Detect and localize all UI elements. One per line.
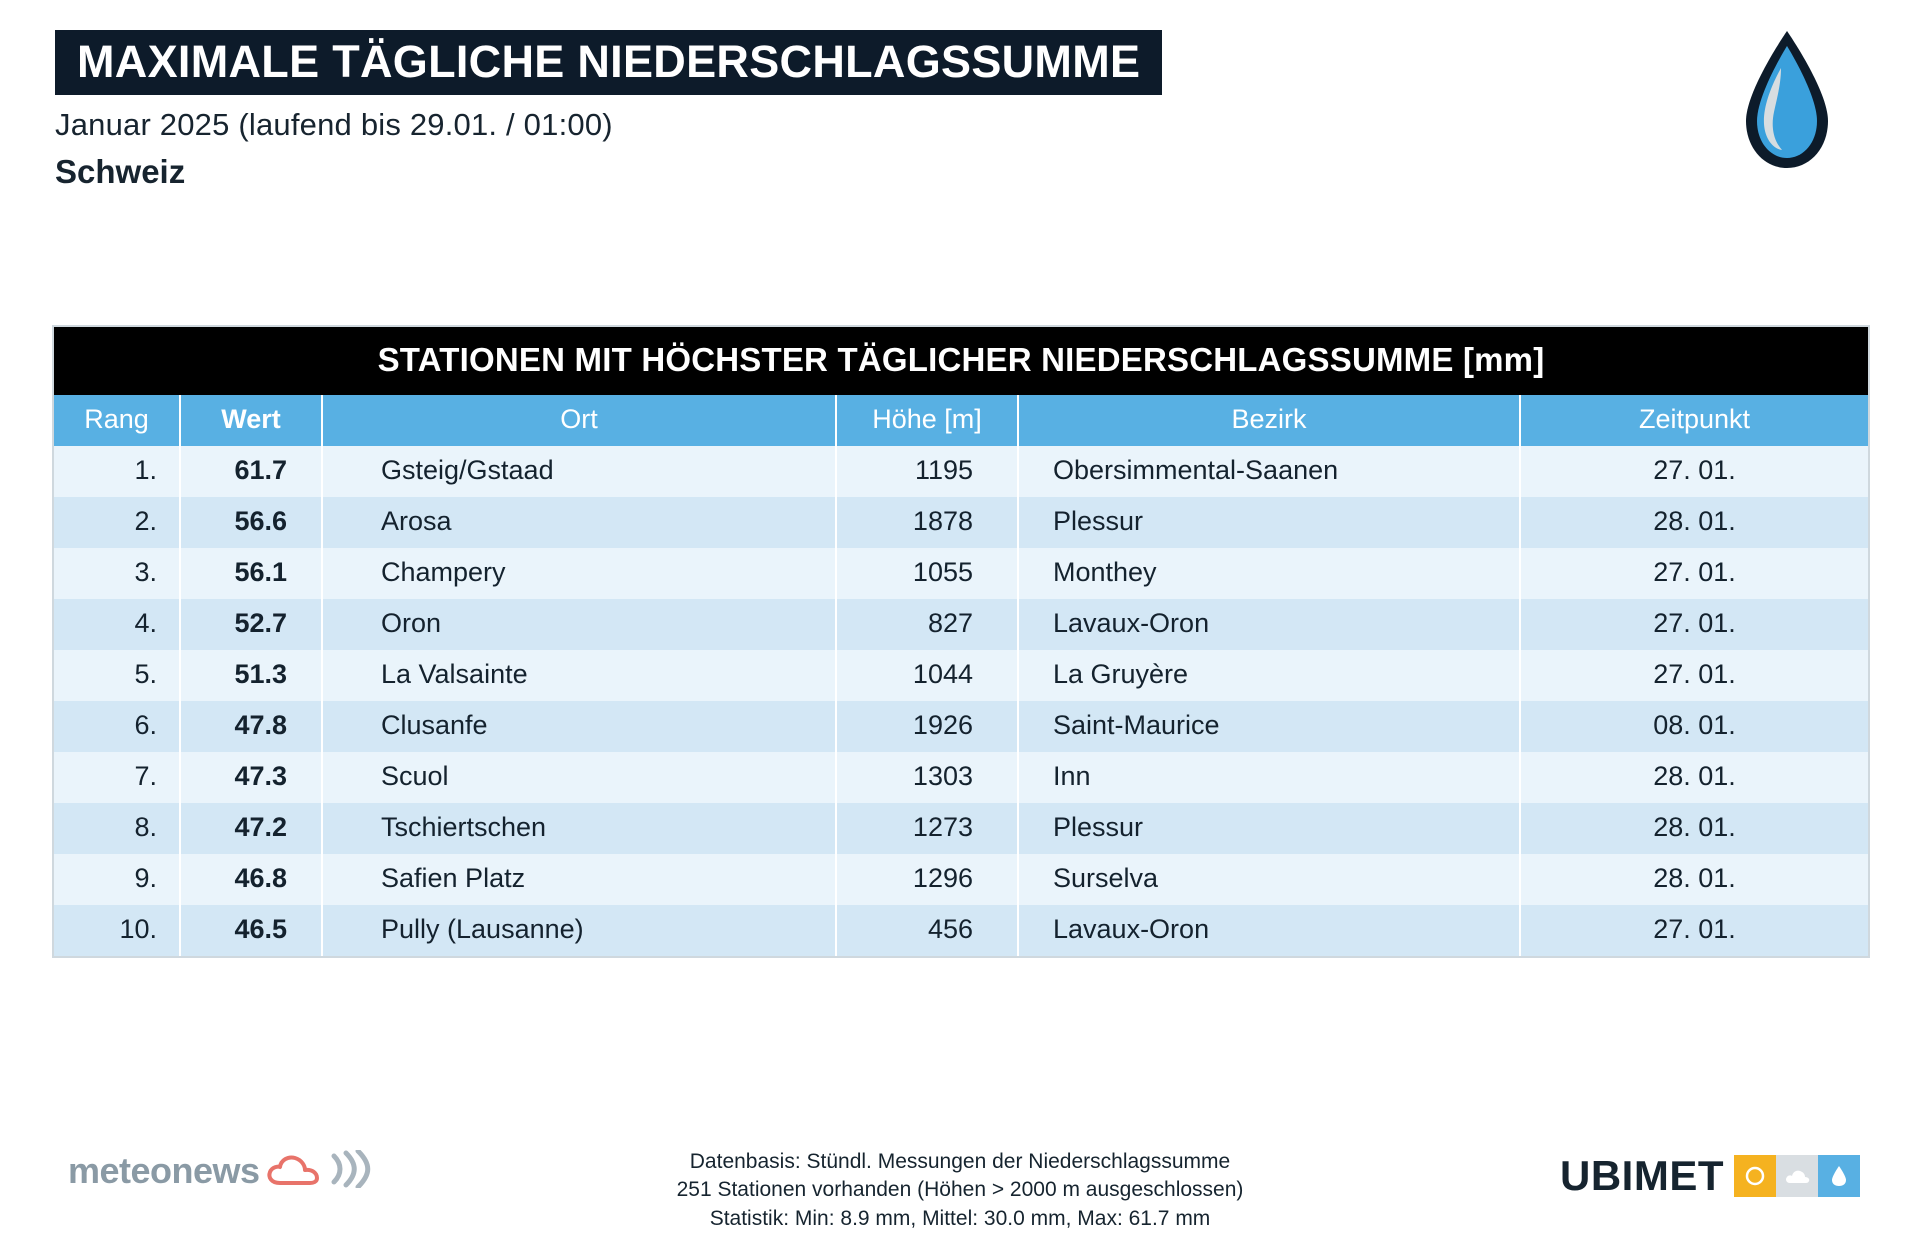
period-subtitle: Januar 2025 (laufend bis 29.01. / 01:00) [55,107,613,142]
table-row [54,650,1868,701]
table-header-row [54,395,1868,446]
cell-hoehe: 1878 [836,497,1018,548]
cell-bezirk: Surselva [1018,854,1520,905]
cloud-icon [1776,1155,1818,1197]
cell-bezirk: Plessur [1018,497,1520,548]
footer-line-1: Datenbasis: Stündl. Messungen der Niederschlagssumme [689,1150,1231,1173]
cell-bezirk: Saint-Maurice [1018,701,1520,752]
cell-rang: 3. [54,548,180,599]
column-header-ort: Ort [322,395,836,446]
ubimet-logo [1560,1152,1860,1200]
table-row [54,905,1868,956]
footer-line-2: 251 Stationen vorhanden (Höhen > 2000 m ausgeschlossen) [676,1178,1244,1202]
column-header-hoehe: Höhe [m] [836,395,1018,446]
footer-line-3: Statistik: Min: 8.9 mm, Mittel: 30.0 mm, Max: 61.7 mm [709,1206,1211,1230]
table-row [54,854,1868,905]
cell-ort: Pully (Lausanne) [322,905,836,956]
table-row [54,701,1868,752]
cell-wert: 47.8 [180,701,322,752]
page-title: MAXIMALE TÄGLICHE NIEDERSCHLAGSSUMME [55,30,1162,95]
cell-ort: Tschiertschen [322,803,836,854]
cell-wert: 51.3 [180,650,322,701]
cell-wert: 61.7 [180,446,322,497]
cell-zeitpunkt: 08. 01. [1520,701,1868,752]
column-header-bezirk: Bezirk [1018,395,1520,446]
cell-rang: 4. [54,599,180,650]
cell-wert: 56.6 [180,497,322,548]
header [55,30,1455,191]
sun-icon [1734,1155,1776,1197]
cell-hoehe: 1926 [836,701,1018,752]
cell-wert: 56.1 [180,548,322,599]
drop-icon [1818,1155,1860,1197]
cell-rang: 8. [54,803,180,854]
cell-zeitpunkt: 27. 01. [1520,650,1868,701]
cell-hoehe: 1195 [836,446,1018,497]
table-caption: STATIONEN MIT HÖCHSTER TÄGLICHER NIEDERSCHLAGSSUMME [mm] [54,327,1868,395]
column-header-zeitpunkt: Zeitpunkt [1520,395,1868,446]
cell-hoehe: 1296 [836,854,1018,905]
stations-table [54,395,1868,956]
cell-wert: 46.8 [180,854,322,905]
cell-ort: Clusanfe [322,701,836,752]
cell-ort: La Valsainte [322,650,836,701]
table-row [54,446,1868,497]
cell-rang: 10. [54,905,180,956]
cell-zeitpunkt: 28. 01. [1520,497,1868,548]
cell-rang: 1. [54,446,180,497]
column-header-rang: Rang [54,395,180,446]
table-body [54,446,1868,956]
stations-table-container [52,325,1870,958]
cell-bezirk: Lavaux-Oron [1018,599,1520,650]
cell-zeitpunkt: 27. 01. [1520,905,1868,956]
cell-ort: Champery [322,548,836,599]
cell-ort: Scuol [322,752,836,803]
cell-zeitpunkt: 28. 01. [1520,803,1868,854]
cell-hoehe: 456 [836,905,1018,956]
cell-hoehe: 1303 [836,752,1018,803]
column-header-wert: Wert [180,395,322,446]
cell-hoehe: 1044 [836,650,1018,701]
region-label: Schweiz [55,153,186,190]
cell-wert: 52.7 [180,599,322,650]
cell-hoehe: 827 [836,599,1018,650]
cell-bezirk: Plessur [1018,803,1520,854]
cell-rang: 9. [54,854,180,905]
cell-hoehe: 1055 [836,548,1018,599]
cell-ort: Safien Platz [322,854,836,905]
cell-bezirk: La Gruyère [1018,650,1520,701]
cell-ort: Oron [322,599,836,650]
cell-zeitpunkt: 27. 01. [1520,446,1868,497]
table-row [54,497,1868,548]
meteonews-wordmark: meteonews [68,1149,260,1191]
water-drop-icon [1732,28,1842,173]
cell-zeitpunkt: 28. 01. [1520,854,1868,905]
table-row [54,752,1868,803]
cell-rang: 7. [54,752,180,803]
cell-rang: 5. [54,650,180,701]
table-row [54,803,1868,854]
cell-ort: Arosa [322,497,836,548]
table-row [54,548,1868,599]
cell-rang: 2. [54,497,180,548]
cell-zeitpunkt: 27. 01. [1520,599,1868,650]
cell-wert: 46.5 [180,905,322,956]
cell-wert: 47.3 [180,752,322,803]
cell-ort: Gsteig/Gstaad [322,446,836,497]
ubimet-icon-boxes [1734,1155,1860,1197]
ubimet-wordmark: UBIMET [1560,1152,1724,1199]
cell-rang: 6. [54,701,180,752]
cell-zeitpunkt: 28. 01. [1520,752,1868,803]
table-row [54,599,1868,650]
cell-wert: 47.2 [180,803,322,854]
cell-hoehe: 1273 [836,803,1018,854]
cell-bezirk: Lavaux-Oron [1018,905,1520,956]
cell-bezirk: Inn [1018,752,1520,803]
cell-bezirk: Obersimmental-Saanen [1018,446,1520,497]
cell-zeitpunkt: 27. 01. [1520,548,1868,599]
cell-bezirk: Monthey [1018,548,1520,599]
